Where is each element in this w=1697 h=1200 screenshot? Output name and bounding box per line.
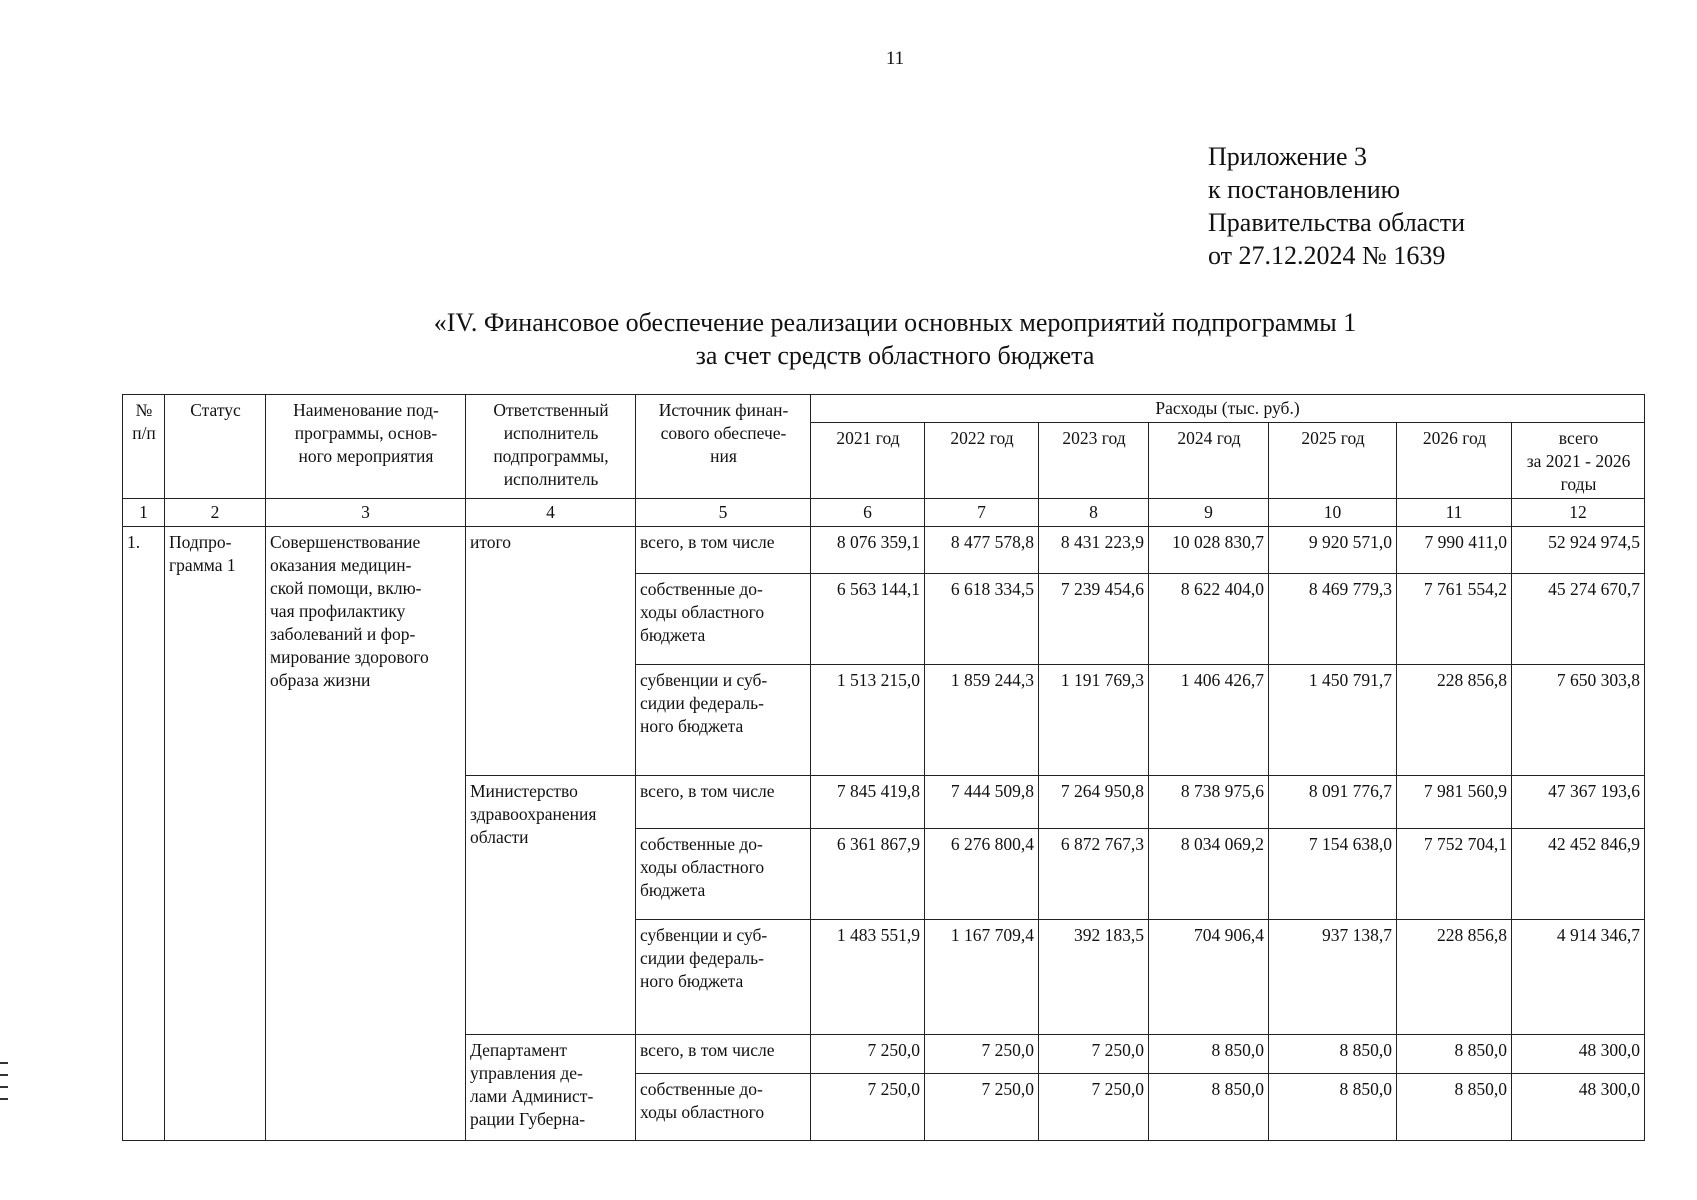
cell-line: сидии федераль- [640, 948, 764, 968]
header-text: 2022 год [950, 428, 1014, 448]
appendix-line: от 27.12.2024 № 1639 [1208, 241, 1446, 270]
column-number: 3 [266, 499, 466, 527]
header-text: Источник финан- [658, 400, 789, 420]
header-num [123, 395, 165, 499]
year-value-cell: 10 028 830,7 [1149, 527, 1269, 574]
year-value-cell: 8 469 779,3 [1269, 574, 1397, 665]
column-number: 10 [1269, 499, 1397, 527]
cell-line: оказания медицин- [270, 555, 412, 575]
header-source [636, 395, 811, 499]
page-number: 11 [885, 48, 905, 69]
year-value-cell: 8 076 359,1 [811, 527, 925, 574]
year-value-cell: 8 091 776,7 [1269, 776, 1397, 829]
year-value-cell: 6 872 767,3 [1039, 829, 1149, 920]
total-value-cell: 7 650 303,8 [1512, 665, 1645, 776]
header-text: 2025 год [1301, 428, 1365, 448]
year-value-cell: 1 406 426,7 [1149, 665, 1269, 776]
year-value-cell: 8 738 975,6 [1149, 776, 1269, 829]
year-value-cell: 7 752 704,1 [1397, 829, 1512, 920]
cell-line: грамма 1 [169, 555, 236, 575]
header-text: за 2021 - 2026 [1526, 451, 1631, 471]
header-name [266, 395, 466, 499]
year-value-cell: 8 034 069,2 [1149, 829, 1269, 920]
year-value-cell: 8 850,0 [1149, 1035, 1269, 1074]
year-value-cell: 7 239 454,6 [1039, 574, 1149, 665]
column-number: 8 [1039, 499, 1149, 527]
cell-line: итого [470, 532, 512, 552]
column-number: 4 [466, 499, 636, 527]
cell-line: ходы областного [640, 602, 765, 622]
header-expenses [811, 395, 1645, 423]
year-value-cell: 8 850,0 [1149, 1074, 1269, 1141]
header-text: 2026 год [1422, 428, 1487, 448]
year-value-cell: 8 850,0 [1269, 1035, 1397, 1074]
header-text: ного мероприятия [298, 446, 434, 466]
cell-line: мирование здорового [270, 647, 429, 667]
source-cell [636, 776, 811, 829]
executor-cell [466, 776, 636, 1035]
cell-line: области [470, 827, 529, 847]
column-number: 5 [636, 499, 811, 527]
header-text: 2024 год [1177, 428, 1241, 448]
year-value-cell: 1 483 551,9 [811, 920, 925, 1035]
year-value-cell: 7 845 419,8 [811, 776, 925, 829]
cell-line: бюджета [640, 880, 706, 900]
header-text: ния [710, 446, 737, 466]
column-number: 1 [123, 499, 165, 527]
header-text: Наименование под- [293, 400, 439, 420]
total-value-cell: 52 924 974,5 [1512, 527, 1645, 574]
cell-line: субвенции и суб- [640, 670, 768, 690]
scan-margin-mark [0, 1098, 8, 1100]
title-line: «IV. Финансовое обеспечение реализации основных мероприятий подпрограммы 1 [433, 308, 1357, 337]
header-year [1149, 423, 1269, 499]
year-value-cell: 8 477 578,8 [925, 527, 1039, 574]
header-row [123, 395, 1645, 423]
cell-line: собственные до- [640, 834, 763, 854]
column-number: 6 [811, 499, 925, 527]
year-value-cell: 1 513 215,0 [811, 665, 925, 776]
appendix-line: Правительства области [1208, 208, 1466, 237]
header-text: годы [1560, 474, 1597, 494]
year-value-cell: 8 850,0 [1269, 1074, 1397, 1141]
header-text: всего [1558, 428, 1599, 448]
header-text: 2023 год [1062, 428, 1126, 448]
year-value-cell: 7 761 554,2 [1397, 574, 1512, 665]
year-value-cell: 1 167 709,4 [925, 920, 1039, 1035]
header-text: 2021 год [836, 428, 900, 448]
column-number: 7 [925, 499, 1039, 527]
header-text: исполнитель [503, 423, 599, 443]
cell-line: ской помощи, вклю- [270, 578, 422, 598]
year-value-cell: 7 250,0 [925, 1035, 1039, 1074]
year-value-cell: 6 563 144,1 [811, 574, 925, 665]
total-value-cell: 4 914 346,7 [1512, 920, 1645, 1035]
year-value-cell: 1 859 244,3 [925, 665, 1039, 776]
cell-line: сидии федераль- [640, 693, 764, 713]
executor-cell [466, 1035, 636, 1141]
source-cell [636, 1035, 811, 1074]
source-cell [636, 665, 811, 776]
appendix-line: Приложение 3 [1208, 142, 1368, 171]
column-number: 12 [1512, 499, 1645, 527]
header-text: Статус [190, 400, 241, 420]
year-value-cell: 7 250,0 [811, 1074, 925, 1141]
financing-table [122, 394, 1645, 1141]
year-value-cell: 7 250,0 [925, 1074, 1039, 1141]
cell-line: всего, в том числе [640, 781, 775, 801]
year-value-cell: 937 138,7 [1269, 920, 1397, 1035]
cell-line: субвенции и суб- [640, 925, 768, 945]
header-text: исполнитель [503, 469, 599, 489]
table-row [123, 527, 1645, 574]
year-value-cell: 7 250,0 [1039, 1035, 1149, 1074]
cell-line: Совершенствование [270, 532, 421, 552]
header-text: № [135, 400, 153, 420]
scan-margin-mark [0, 1086, 8, 1088]
cell-line: всего, в том числе [640, 532, 775, 552]
row-status [165, 527, 266, 1141]
cell-line: всего, в том числе [640, 1040, 775, 1060]
header-year [925, 423, 1039, 499]
year-value-cell: 6 361 867,9 [811, 829, 925, 920]
cell-line: рации Губерна- [470, 1109, 586, 1129]
cell-line: Министерство [470, 781, 578, 801]
year-value-cell: 7 264 950,8 [1039, 776, 1149, 829]
year-value-cell: 8 622 404,0 [1149, 574, 1269, 665]
year-value-cell: 1 450 791,7 [1269, 665, 1397, 776]
total-value-cell: 48 300,0 [1512, 1074, 1645, 1141]
total-value-cell: 42 452 846,9 [1512, 829, 1645, 920]
year-value-cell: 8 850,0 [1397, 1035, 1512, 1074]
cell-line: лами Админист- [470, 1086, 594, 1106]
cell-line: чая профилактику [270, 601, 406, 621]
cell-line: Департамент [470, 1040, 568, 1060]
cell-line: ходы областного [640, 1102, 765, 1122]
header-year [1269, 423, 1397, 499]
year-value-cell: 8 850,0 [1397, 1074, 1512, 1141]
executor-cell [466, 527, 636, 776]
header-text: Ответственный [493, 400, 609, 420]
scan-margin-mark [0, 1062, 8, 1064]
year-value-cell: 7 250,0 [1039, 1074, 1149, 1141]
column-number: 11 [1397, 499, 1512, 527]
scan-margin-mark [0, 1074, 8, 1076]
header-year [1039, 423, 1149, 499]
header-text: программы, основ- [294, 423, 438, 443]
cell-line: заболеваний и фор- [270, 624, 416, 644]
year-value-cell: 228 856,8 [1397, 920, 1512, 1035]
year-value-cell: 7 981 560,9 [1397, 776, 1512, 829]
year-value-cell: 228 856,8 [1397, 665, 1512, 776]
source-cell [636, 829, 811, 920]
total-value-cell: 45 274 670,7 [1512, 574, 1645, 665]
source-cell [636, 574, 811, 665]
source-cell [636, 920, 811, 1035]
header-total [1512, 423, 1645, 499]
year-value-cell: 6 618 334,5 [925, 574, 1039, 665]
cell-line: собственные до- [640, 1079, 763, 1099]
column-number: 2 [165, 499, 266, 527]
source-cell [636, 1074, 811, 1141]
header-year [811, 423, 925, 499]
source-cell [636, 527, 811, 574]
title-line: за счет средств областного бюджета [695, 341, 1095, 370]
cell-line: Подпро- [169, 532, 232, 552]
column-number-row [123, 499, 1645, 527]
year-value-cell: 9 920 571,0 [1269, 527, 1397, 574]
document-title [200, 306, 1590, 372]
appendix-note [1208, 140, 1465, 272]
row-number: 1. [123, 527, 165, 1141]
cell-line: образа жизни [270, 670, 371, 690]
cell-line: бюджета [640, 625, 706, 645]
cell-line: ходы областного [640, 857, 765, 877]
year-value-cell: 392 183,5 [1039, 920, 1149, 1035]
header-text: Расходы (тыс. руб.) [1155, 398, 1300, 418]
column-number: 9 [1149, 499, 1269, 527]
header-text: п/п [132, 423, 156, 443]
year-value-cell: 7 250,0 [811, 1035, 925, 1074]
year-value-cell: 7 154 638,0 [1269, 829, 1397, 920]
total-value-cell: 48 300,0 [1512, 1035, 1645, 1074]
header-executor [466, 395, 636, 499]
cell-line: ного бюджета [640, 716, 744, 736]
year-value-cell: 7 444 509,8 [925, 776, 1039, 829]
cell-line: ного бюджета [640, 971, 744, 991]
header-year [1397, 423, 1512, 499]
appendix-line: к постановлению [1208, 175, 1401, 204]
year-value-cell: 7 990 411,0 [1397, 527, 1512, 574]
cell-line: управления де- [470, 1063, 583, 1083]
year-value-cell: 1 191 769,3 [1039, 665, 1149, 776]
header-text: сового обеспече- [660, 423, 787, 443]
header-status [165, 395, 266, 499]
row-name [266, 527, 466, 1141]
cell-line: собственные до- [640, 579, 763, 599]
year-value-cell: 6 276 800,4 [925, 829, 1039, 920]
header-text: подпрограммы, [493, 446, 609, 466]
year-value-cell: 8 431 223,9 [1039, 527, 1149, 574]
total-value-cell: 47 367 193,6 [1512, 776, 1645, 829]
year-value-cell: 704 906,4 [1149, 920, 1269, 1035]
cell-line: здравоохранения [470, 804, 597, 824]
